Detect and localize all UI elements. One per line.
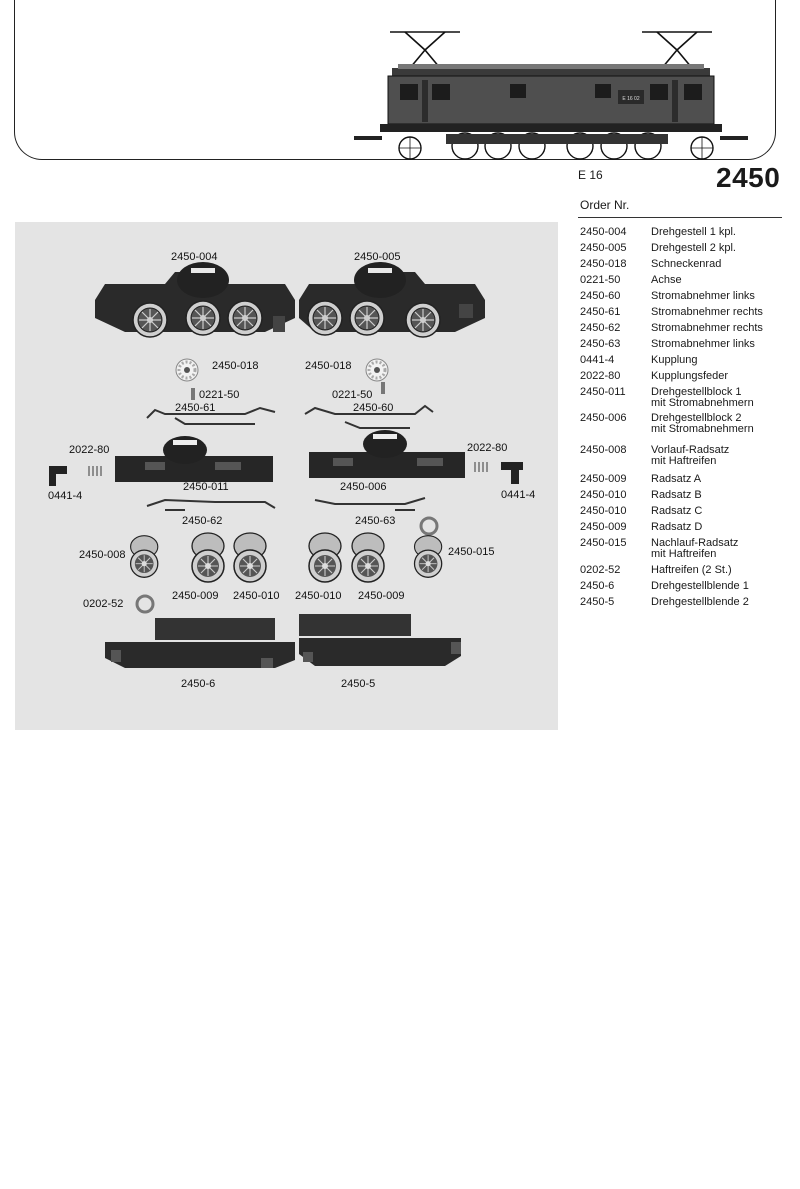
part-desc: Radsatz D — [651, 521, 703, 533]
part-number: 2450-005 — [580, 242, 627, 254]
pantograph-left — [390, 32, 460, 68]
pickup-62 — [147, 500, 275, 510]
label-block-006: 2450-006 — [340, 481, 387, 493]
part-desc-sub: mit Stromabnehmern — [651, 423, 754, 435]
part-number: 2450-008 — [580, 444, 627, 456]
label-wheel-010a: 2450-010 — [233, 590, 280, 602]
part-number: 2450-004 — [580, 226, 627, 238]
part-desc: Drehgestell 2 kpl. — [651, 242, 736, 254]
tire-right — [421, 518, 437, 534]
label-bogie1: 2450-004 — [171, 251, 218, 263]
label-axle-right: 0221-50 — [332, 389, 373, 401]
part-desc-sub: mit Stromabnehmern — [651, 397, 754, 409]
part-desc: Stromabnehmer rechts — [651, 306, 763, 318]
label-tire: 0202-52 — [83, 598, 124, 610]
part-number: 0202-52 — [580, 564, 621, 576]
part-number: 2450-009 — [580, 473, 627, 485]
part-row — [580, 387, 790, 413]
part-row — [580, 307, 790, 323]
part-number: 2450-010 — [580, 489, 627, 501]
label-wheel-008: 2450-008 — [79, 549, 126, 561]
part-row — [580, 259, 790, 275]
part-number: 2450-5 — [580, 596, 615, 608]
part-number: 2450-010 — [580, 505, 627, 517]
part-row — [580, 522, 790, 538]
part-row — [580, 323, 790, 339]
part-number: 2450-60 — [580, 290, 621, 302]
part-number: 2450-006 — [580, 412, 627, 424]
part-row — [580, 291, 790, 307]
coupler-left — [49, 466, 67, 486]
part-number: 2450-011 — [580, 386, 626, 398]
label-worm-left: 2450-018 — [212, 360, 259, 372]
part-desc: Kupplung — [651, 354, 698, 366]
part-row — [580, 506, 790, 522]
pickup-63 — [315, 498, 425, 510]
part-desc: Drehgestellblock 1 — [651, 386, 742, 398]
part-row — [580, 490, 790, 506]
part-row — [580, 227, 790, 243]
block-011 — [115, 436, 273, 482]
part-desc: Kupplungsfeder — [651, 370, 729, 382]
part-number: 2450-018 — [580, 258, 627, 270]
part-desc: Stromabnehmer links — [651, 338, 755, 350]
part-row — [580, 445, 790, 474]
label-spring-left: 2022-80 — [69, 444, 110, 456]
order-heading: Order Nr. — [580, 198, 630, 212]
part-row — [580, 565, 790, 581]
loco-plate: E 16 02 — [622, 96, 640, 102]
part-desc: Schneckenrad — [651, 258, 722, 270]
tire-left — [137, 596, 153, 612]
label-block-011: 2450-011 — [183, 481, 229, 493]
part-row — [580, 243, 790, 259]
part-row — [580, 538, 790, 565]
model-number: 2450 — [716, 162, 781, 193]
bogie-2-complete — [299, 262, 485, 337]
part-number: 2450-009 — [580, 521, 627, 533]
part-number: 2450-015 — [580, 537, 627, 549]
part-row — [580, 474, 790, 490]
frame-5 — [299, 614, 461, 666]
part-row — [580, 413, 790, 445]
part-desc: Drehgestell 1 kpl. — [651, 226, 736, 238]
part-desc: Drehgestellblende 1 — [651, 580, 749, 592]
spring-left — [89, 466, 101, 476]
part-number: 2450-62 — [580, 322, 621, 334]
part-row — [580, 275, 790, 291]
part-desc: Drehgestellblock 2 — [651, 412, 742, 424]
part-desc-sub: mit Haftreifen — [651, 548, 717, 560]
part-desc-sub: mit Haftreifen — [651, 455, 717, 467]
part-desc: Radsatz C — [651, 505, 703, 517]
part-desc: Stromabnehmer links — [651, 290, 755, 302]
part-number: 0441-4 — [580, 354, 615, 366]
label-bogie2: 2450-005 — [354, 251, 401, 263]
model-name: E 16 — [578, 168, 603, 182]
part-number: 2450-6 — [580, 580, 615, 592]
label-pickup-60: 2450-60 — [353, 402, 394, 414]
label-frame-6: 2450-6 — [181, 678, 216, 690]
part-number: 2450-63 — [580, 338, 621, 350]
order-rule — [578, 217, 782, 218]
part-number: 2450-61 — [580, 306, 621, 318]
part-desc: Radsatz B — [651, 489, 702, 501]
parts-list — [580, 227, 790, 613]
coupler-right — [501, 462, 523, 484]
block-006 — [309, 430, 465, 478]
part-desc: Haftreifen (2 St.) — [651, 564, 732, 576]
part-row — [580, 371, 790, 387]
bogie-1-complete — [95, 262, 295, 337]
label-wheel-009a: 2450-009 — [172, 590, 219, 602]
locomotive-illustration — [350, 18, 770, 163]
label-coupler-right: 0441-4 — [501, 489, 536, 501]
part-row — [580, 355, 790, 371]
label-wheel-010b: 2450-010 — [295, 590, 342, 602]
label-pickup-63: 2450-63 — [355, 515, 396, 527]
label-frame-5: 2450-5 — [341, 678, 376, 690]
part-desc: Vorlauf-Radsatz — [651, 444, 730, 456]
part-desc: Nachlauf-Radsatz — [651, 537, 739, 549]
spring-right — [475, 462, 487, 472]
part-row — [580, 597, 790, 613]
label-worm-right: 2450-018 — [305, 360, 352, 372]
part-desc: Drehgestellblende 2 — [651, 596, 749, 608]
label-pickup-61: 2450-61 — [175, 402, 216, 414]
pantograph-right — [642, 32, 712, 68]
part-desc: Achse — [651, 274, 682, 286]
part-row — [580, 581, 790, 597]
label-wheel-009b: 2450-009 — [358, 590, 405, 602]
exploded-parts-diagram — [15, 222, 558, 730]
label-wheel-015: 2450-015 — [448, 546, 495, 558]
part-number: 0221-50 — [580, 274, 621, 286]
part-row — [580, 339, 790, 355]
label-axle-left: 0221-50 — [199, 389, 240, 401]
parts-drawing — [15, 222, 558, 730]
label-spring-right: 2022-80 — [467, 442, 508, 454]
label-coupler-left: 0441-4 — [48, 490, 83, 502]
label-pickup-62: 2450-62 — [182, 515, 223, 527]
part-desc: Radsatz A — [651, 473, 702, 485]
part-number: 2022-80 — [580, 370, 621, 382]
frame-6 — [105, 618, 295, 668]
part-desc: Stromabnehmer rechts — [651, 322, 763, 334]
